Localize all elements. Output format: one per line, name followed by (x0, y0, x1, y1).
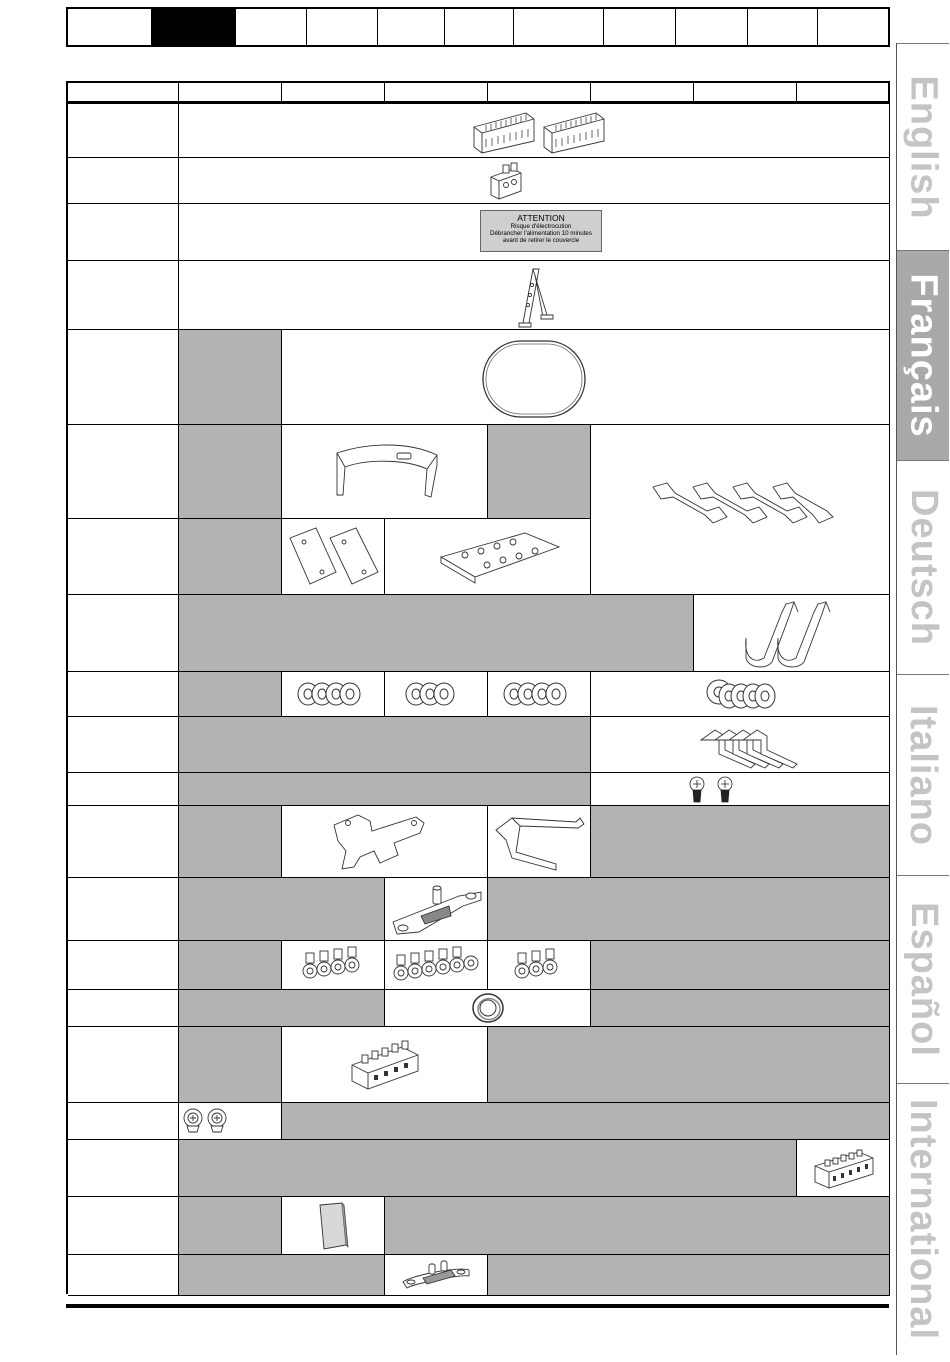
tab-international-label: International (902, 1098, 945, 1341)
tab-deutsch[interactable] (897, 460, 949, 674)
terminal-block-cell (282, 1027, 488, 1103)
control-terminal-connectors-icon (466, 107, 616, 155)
fixing-rails-cell (385, 519, 591, 595)
24v-connector-cell (797, 1140, 890, 1197)
row-label-cell (68, 672, 179, 717)
washers-icon (502, 680, 578, 710)
unavailable-cell (179, 595, 694, 672)
sealing-gasket-ring-icon (479, 337, 589, 421)
unavailable-cell (488, 878, 890, 941)
unavailable-cell (179, 425, 282, 519)
m6-screws-icon (181, 1106, 233, 1136)
header-cell (694, 83, 797, 102)
washers-icon (404, 680, 464, 710)
row-label-cell (68, 595, 179, 672)
header-cell (591, 83, 694, 102)
nav-cell-7[interactable] (514, 9, 604, 45)
washers-icon (296, 680, 372, 710)
row-label-cell (68, 878, 179, 941)
row-label-cell (68, 773, 179, 806)
clamp-screws-icon (300, 947, 370, 985)
row-label-cell (68, 158, 179, 204)
large-washers-cell (591, 672, 890, 717)
unavailable-cell (179, 1197, 282, 1255)
unavailable-cell (488, 425, 591, 519)
unavailable-cell (179, 519, 282, 595)
row-label-cell (68, 1140, 179, 1197)
tab-italiano[interactable] (897, 674, 949, 875)
unavailable-cell (488, 1027, 890, 1103)
fixing-brackets-icon (695, 720, 805, 772)
clamp-bracket-icon (492, 810, 588, 874)
row-label-cell (68, 717, 179, 773)
nav-cell-6[interactable] (445, 9, 515, 45)
row-label-cell (68, 1103, 179, 1140)
header-cell (488, 83, 591, 102)
washers-cell (282, 672, 385, 717)
screws-cell (591, 773, 890, 806)
row-label-cell (68, 104, 179, 158)
ferrite-ring-cell (385, 990, 591, 1027)
unavailable-cell (179, 672, 282, 717)
warning-label-line-1: Risque d'électrocution (510, 223, 572, 230)
washers-cell (385, 672, 488, 717)
bottom-rule (66, 1304, 889, 1308)
m6-screws-cell (179, 1103, 282, 1140)
unavailable-cell (591, 990, 890, 1027)
nav-cell-3[interactable] (236, 9, 307, 45)
header-cell (179, 83, 282, 102)
unavailable-cell (179, 330, 282, 425)
nav-cell-2-active[interactable] (152, 9, 236, 45)
language-tabs (896, 43, 948, 1355)
header-cell (797, 83, 890, 102)
large-washers-icon (703, 674, 783, 716)
mounting-brackets-cell (282, 519, 385, 595)
clamp-screws-cell (385, 941, 488, 990)
insulation-sheet-icon (316, 1201, 350, 1251)
unavailable-cell (591, 941, 890, 990)
tab-english[interactable] (897, 43, 949, 250)
row-label-cell (68, 941, 179, 990)
grounding-clamp-icon (328, 811, 444, 873)
unavailable-cell (488, 1255, 890, 1296)
grounding-bracket-cell (179, 261, 890, 330)
row-label-cell (68, 519, 179, 595)
tab-english-label: English (902, 74, 945, 220)
tab-international[interactable] (897, 1083, 949, 1355)
link-bars-cell (591, 425, 890, 595)
row-label-cell (68, 806, 179, 878)
top-navigation-strip (66, 7, 890, 47)
unavailable-cell (179, 1027, 282, 1103)
clamp-screws-icon (512, 947, 568, 985)
tab-deutsch-label: Deutsch (902, 489, 945, 646)
nav-cell-10[interactable] (748, 9, 818, 45)
warning-label (480, 210, 602, 252)
nav-cell-1[interactable] (68, 9, 152, 45)
row-label-cell (68, 204, 179, 261)
unavailable-cell (179, 1255, 385, 1296)
unavailable-cell (179, 941, 282, 990)
nav-cell-9[interactable] (676, 9, 748, 45)
washers-cell (488, 672, 591, 717)
tab-francais[interactable] (897, 250, 949, 460)
top-brackets-cell (694, 595, 890, 672)
warning-label-cell (179, 204, 890, 261)
ground-bracket-cell (385, 878, 488, 941)
header-cell (68, 83, 179, 102)
unavailable-cell (282, 1103, 890, 1140)
tab-espanol-label: Español (902, 902, 945, 1057)
terminal-block-icon (348, 1035, 424, 1093)
terminal-cover-cell (282, 425, 488, 519)
warning-label-line-3: avant de retirer le couvercle (502, 237, 580, 244)
unavailable-cell (179, 878, 385, 941)
mounting-brackets-icon (286, 524, 382, 590)
accessory-table (66, 81, 890, 1294)
row-label-cell (68, 261, 179, 330)
clamp-screws-cell (488, 941, 591, 990)
relay-terminal-connector-icon (485, 161, 527, 201)
gland-plate-icon (399, 1258, 473, 1294)
screws-icon (683, 775, 743, 805)
fixing-brackets-cell (591, 717, 890, 773)
nav-cell-4[interactable] (307, 9, 378, 45)
warning-label-title: ATTENTION (517, 213, 565, 223)
ground-bracket-icon (389, 882, 485, 938)
unavailable-cell (179, 806, 282, 878)
unavailable-cell (179, 773, 591, 806)
unavailable-cell (179, 990, 385, 1027)
grounding-clamp-cell (282, 806, 488, 878)
row-label-cell (68, 1255, 179, 1296)
nav-cell-8[interactable] (604, 9, 676, 45)
unavailable-cell (179, 1140, 797, 1197)
row-label-cell (68, 330, 179, 425)
header-cell (385, 83, 488, 102)
unavailable-cell (385, 1197, 890, 1255)
warning-label-line-2: Débrancher l'alimentation 10 minutes (490, 230, 592, 237)
tab-francais-label: Français (902, 273, 945, 438)
fixing-rails-icon (435, 527, 565, 587)
tab-italiano-label: Italiano (902, 704, 945, 846)
insulation-sheet-cell (282, 1197, 385, 1255)
ferrite-ring-icon (471, 992, 505, 1024)
row-label-cell (68, 425, 179, 519)
link-bars-icon (647, 477, 837, 543)
nav-cell-11[interactable] (818, 9, 888, 45)
clamp-bracket-cell (488, 806, 591, 878)
grounding-bracket-icon (515, 263, 555, 329)
unavailable-cell (179, 717, 591, 773)
row-label-cell (68, 1197, 179, 1255)
unavailable-cell (591, 806, 890, 878)
gland-plate-cell (385, 1255, 488, 1296)
clamp-screws-icon (391, 947, 483, 985)
header-cell (282, 83, 385, 102)
nav-cell-5[interactable] (378, 9, 445, 45)
top-brackets-icon (738, 598, 848, 670)
row-label-cell (68, 990, 179, 1027)
terminal-cover-icon (327, 439, 445, 503)
relay-connector-cell (179, 158, 890, 204)
sealing-gasket-cell (282, 330, 890, 425)
tab-espanol[interactable] (897, 875, 949, 1083)
24v-connector-icon (811, 1146, 877, 1192)
control-connectors-cell (179, 104, 890, 158)
clamp-screws-cell (282, 941, 385, 990)
row-label-cell (68, 1027, 179, 1103)
